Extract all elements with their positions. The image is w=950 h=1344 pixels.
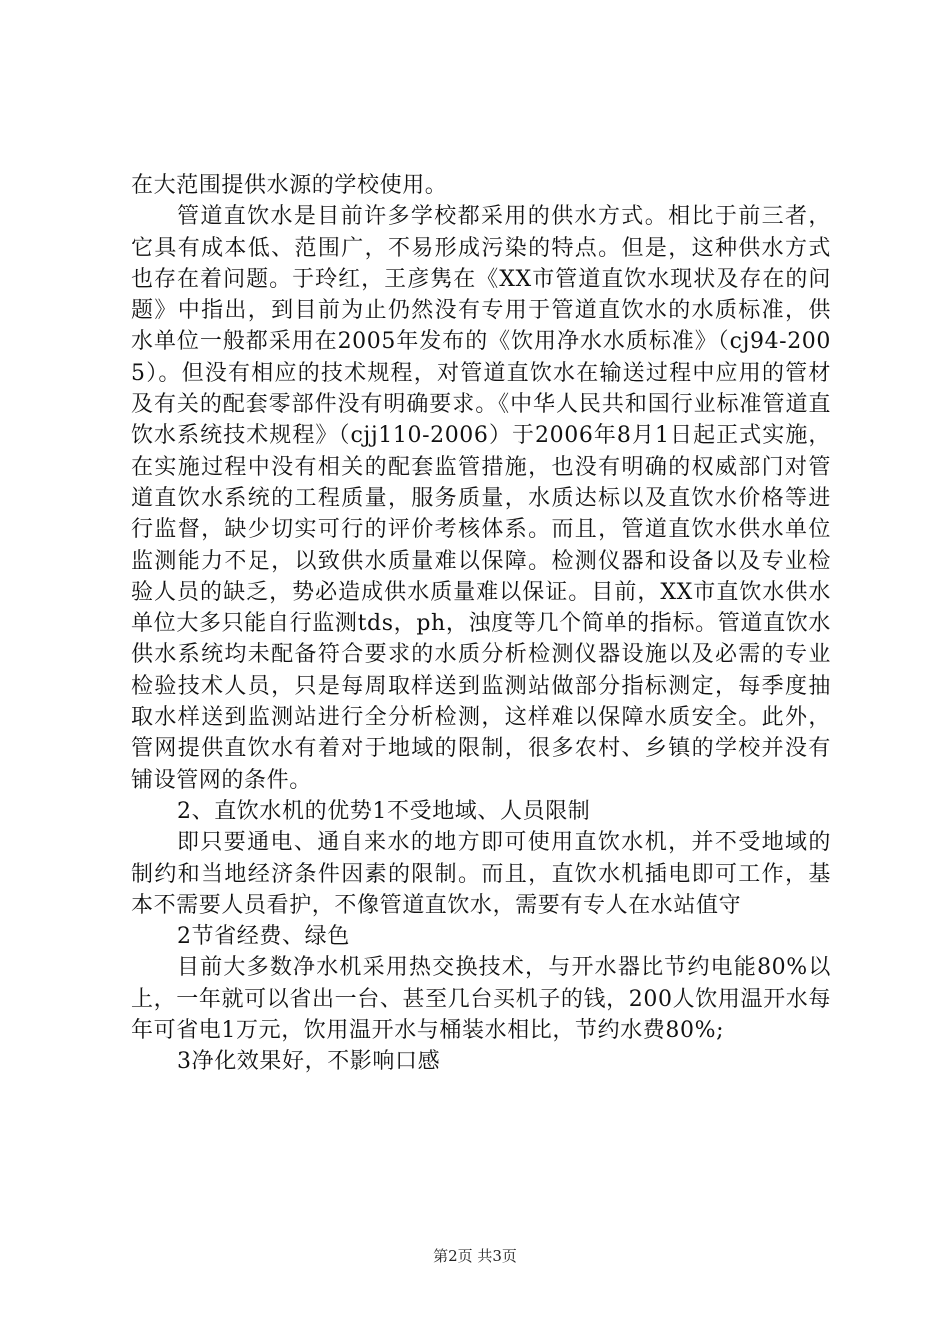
paragraph-4: 即只要通电、通自来水的地方即可使用直饮水机，并不受地域的制约和当地经济条件因素的限制。而且，直饮水机插电即可工作，基本不需要人员看护，不像管道直饮水，需要有专人在水站值守 [131, 830, 831, 918]
body-text [131, 170, 831, 1078]
subheading-purification: 3净化效果好，不影响口感 [177, 1049, 441, 1075]
paragraph-6: 目前大多数净水机采用热交换技术，与开水器比节约电能80%以上，一年就可以省出一台、甚至几台买机子的钱，200人饮用温开水每年可省电1万元，饮用温开水与桶装水相比，节约水费80%; [131, 955, 831, 1044]
paragraph-1: 在大范围提供水源的学校使用。 [131, 173, 448, 198]
page-footer: 第2页 共3页 [433, 1247, 517, 1265]
section-heading-advantages: 2、直饮水机的优势1不受地域、人员限制 [177, 798, 591, 824]
subheading-savings: 2节省经费、绿色 [177, 924, 350, 950]
paragraph-2: 管道直饮水是目前许多学校都采用的供水方式。相比于前三者，它具有成本低、范围广，不易形成污染的特点。但是，这种供水方式也存在着问题。于玲红，王彦隽在《XX市管道直饮水现状及存在的问题》中指出，到目前为止仍然没有专用于管道直饮水的水质标准，供水单位一般都采用在2005年发布的《饮用净水水质标准》（cj94-2005）。但没有相应的技术规程，对管道直饮水在输送过程中应用的管材及有关的配套零部件没有明确要求。《中华人民共和国行业标准管道直饮水系统技术规程》（cjj110-2006）于2006年8月1日起正式实施，在实施过程中没有相关的配套监管措施，也没有明确的权威部门对管道直饮水系统的工程质量，服务质量，水质达标以及直饮水价格等进行监督，缺少切实可行的评价考核体系。而且，管道直饮水供水单位监测能力不足，以致供水质量难以保障。检测仪器和设备以及专业检验人员的缺乏，势必造成供水质量难以保证。目前，XX市直饮水供水单位大多只能自行监测tds，ph，浊度等几个简单的指标。管道直饮水供水系统均未配备符合要求的水质分析检测仪器设施以及必需的专业检验技术人员，只是每周取样送到监测站做部分指标测定，每季度抽取水样送到监测站进行全分析检测，这样难以保障水质安全。此外，管网提供直饮水有着对于地域的限制，很多农村、乡镇的学校并没有铺设管网的条件。 [131, 204, 831, 793]
